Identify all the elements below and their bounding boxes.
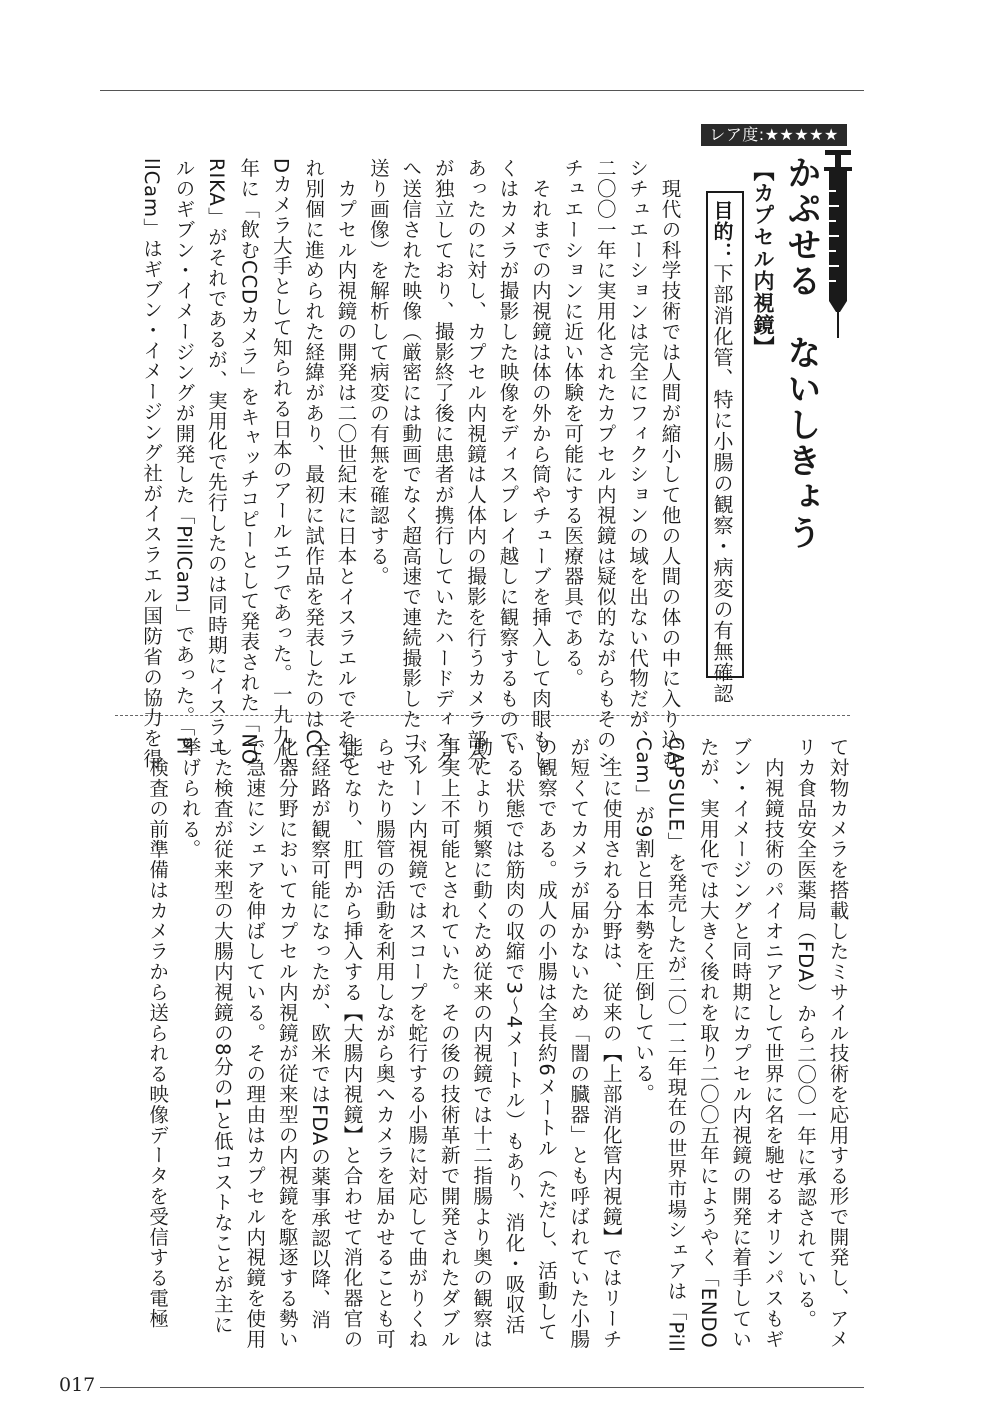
text-column: 全経路が観察可能になったが、欧米ではFDAの薬事承認以降、消 <box>308 737 332 1330</box>
text-column: 送り画像）を解析して病変の有無を確認する。 <box>366 158 390 587</box>
text-column: 現代の科学技術では人間が縮小して他の人間の体の中に入り込む <box>658 158 682 770</box>
text-column: バルーン内視鏡ではスコープを蛇行する小腸に対応して曲がりくね <box>405 737 429 1349</box>
text-column: れ別個に進められた経緯があり、最初に試作品を発表したのはCC <box>302 158 326 759</box>
text-column: ブン・イメージングと同時期にカプセル内視鏡の開発に着手してい <box>729 737 753 1349</box>
text-column: 内視鏡技術のパイオニアとして世界に名を馳せるオリンパスもギ <box>761 737 785 1349</box>
text-column: らせたり腸管の活動を利用しながら奥へカメラを届かせることも可 <box>372 737 396 1349</box>
text-column: ルのギブン・イメージングが開発した「PillCam」であった。「Pi <box>172 158 196 756</box>
purpose-text: 下部消化管、特に小腸の観察・病変の有無確認 <box>710 263 734 704</box>
text-column: 主に使用される分野は、従来の【上部消化管内視鏡】ではリーチ <box>599 737 623 1349</box>
entry-title: かぷせる ないしきょう <box>781 155 821 551</box>
text-column: した検査が従来型の大腸内視鏡の8分の1と低コストなことが主に <box>210 737 234 1335</box>
text-column: で急速にシェアを伸ばしている。その理由はカプセル内視鏡を使用 <box>243 737 267 1349</box>
text-column: チュエーションに近い体験を可能にする医療器具である。 <box>561 158 585 689</box>
text-column: あったのに対し、カプセル内視鏡は人体内の撮影を行うカメラ部分 <box>464 158 488 770</box>
text-column: の観察である。成人の小腸は全長約6メートル（ただし、活動して <box>534 737 558 1342</box>
text-column: 事実上不可能とされていた。その後の技術革新で開発されたダブル <box>437 737 461 1349</box>
text-column: いる状態では筋肉の収縮で3〜4メートル）もあり、消化・吸収活 <box>502 737 526 1335</box>
purpose-label: 目的： <box>710 200 734 263</box>
text-column: 能となり、肛門から挿入する【大腸内視鏡】と合わせて消化器官の <box>340 737 364 1349</box>
text-column: 化器分野においてカプセル内視鏡が従来型の内視鏡を駆逐する勢い <box>275 737 299 1349</box>
text-column: が独立しており、撮影終了後に患者が携行していたハードディスク <box>431 158 455 770</box>
text-column: CAPSULE」を発売したが二〇一二年現在の世界市場シェアは「Pill <box>664 737 688 1353</box>
text-column: Dカメラ大手として知られる日本のアールエフであった。一九九八 <box>269 158 293 766</box>
page-number: 017 <box>59 1374 96 1396</box>
text-column: シチュエーションは完全にフィクションの域を出ない代物だが、 <box>626 158 650 750</box>
text-column: 挙げられる。 <box>178 737 202 860</box>
section-divider <box>115 715 850 716</box>
top-rule <box>100 90 864 91</box>
entry-subtitle: 【カプセル内視鏡】 <box>751 160 775 358</box>
bottom-rule <box>100 1387 864 1388</box>
text-column: たが、実用化では大きく後れを取り二〇〇五年にようやく「ENDO <box>696 737 720 1349</box>
text-column: Cam」が9割と日本勢を圧倒している。 <box>632 737 656 1104</box>
text-column: RIKA」がそれであるが、実用化で先行したのは同時期にイスラエ <box>204 158 228 758</box>
syringe-icon <box>821 150 855 340</box>
text-column: 検査の前準備はカメラから送られる映像データを受信する電極 <box>146 737 170 1329</box>
purpose-line <box>712 200 732 704</box>
text-column: llCam」はギブン・イメージング社がイスラエル国防省の協力を得 <box>140 158 164 769</box>
text-column: 動により頻繁に動くため従来の内視鏡では十二指腸より奥の観察は <box>470 737 494 1349</box>
text-column: へ送信された映像（厳密には動画でなく超高速で連続撮影したコマ <box>399 158 423 770</box>
text-column: それまでの内視鏡は体の外から筒やチューブを挿入して肉眼もし <box>528 158 552 770</box>
text-column: が短くてカメラが届かないため「闇の臓器」とも呼ばれていた小腸 <box>567 737 591 1349</box>
text-column: て対物カメラを搭載したミサイル技術を応用する形で開発し、アメ <box>826 737 850 1349</box>
text-column: リカ食品安全医薬局（FDA）から二〇〇一年に承認されている。 <box>794 737 818 1330</box>
text-column: くはカメラが撮影した映像をディスプレイ越しに観察するもので <box>496 158 520 750</box>
text-column: 二〇〇一年に実用化されたカプセル内視鏡は疑似的ながらもそのシ <box>593 158 617 770</box>
text-column: カプセル内視鏡の開発は二〇世紀末に日本とイスラエルでそれぞ <box>334 158 358 770</box>
rarity-badge: レア度:★★★★★ <box>701 124 847 146</box>
text-column: 年に「飲むCCDカメラ」をキャッチコピーとして発表された「NO <box>237 158 261 766</box>
